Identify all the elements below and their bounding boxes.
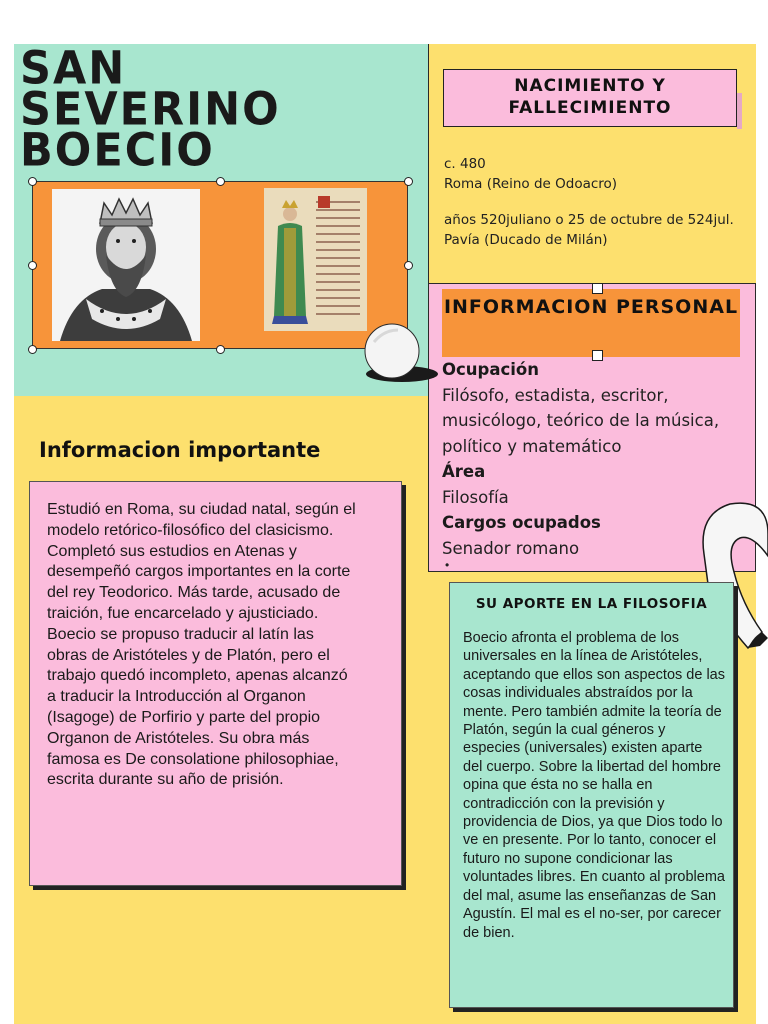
death-place: Pavía (Ducado de Milán)	[444, 232, 608, 248]
bullet-point: •	[445, 558, 450, 572]
aporte-text: Boecio afronta el problema de los universales en la línea de Aristóteles, aceptando que ellos son aspectos de las cosas individuales abstraídos por la mente. Pero también admite la teoría de Platón, según la cual géneros y especies (universales) existen aparte del cuerpo. Sobre la libertad del hombre opina que ésta no se halla en contradicción con la previsión y providencia de Dios, ya que Dios todo lo ve en presente. Por lo tanto, conocer el futuro no supone condicionar las voluntades libres. En cuanto al problema del mal, asume las enseñanzas de San Agustín. El mal es el no-ser, por carecer de bien.	[463, 630, 725, 941]
area-label: Área	[442, 462, 486, 481]
birth-year: c. 480	[444, 156, 486, 172]
resize-handle-bottom-left[interactable]	[28, 345, 37, 354]
resize-handle-top-left[interactable]	[28, 177, 37, 186]
ocupacion-label: Ocupación	[442, 360, 540, 379]
header-shadow	[737, 93, 742, 129]
area-value: Filosofía	[442, 487, 509, 507]
header-informacion-personal[interactable]: INFORMACION PERSONAL	[442, 289, 740, 357]
resize-handle-middle-left[interactable]	[28, 261, 37, 270]
page-title	[20, 42, 420, 178]
ocupacion-line-2: musicólogo, teórico de la música,	[442, 411, 720, 430]
header-nacimiento: NACIMIENTO Y FALLECIMIENTO	[443, 69, 737, 127]
title-line-2: SEVERINO	[20, 83, 281, 137]
medieval-manuscript-figure	[264, 188, 367, 331]
death-date: años 520juliano o 25 de octubre de 524jul.	[444, 212, 734, 228]
ocupacion-line-1: Filósofo, estadista, escritor,	[442, 385, 669, 405]
resize-handle-middle-right[interactable]	[404, 261, 413, 270]
resize-handle-bottom-center[interactable]	[216, 345, 225, 354]
header-informacion-importante: Informacion importante	[39, 438, 321, 462]
important-info-text: Estudió en Roma, su ciudad natal, según el modelo retórico-filosófico del clasicismo. Completó sus estudios en Atenas y desempeñó cargos importantes en la corte del rey Teodorico. Más tarde, acusado de traición, fue encarcelado y ajusticiado. Boecio se propuso traducir al latín las obras de Aristóteles y de Platón, pero el trabajo quedó incompleto, apenas alcanzó a traducir la Introducción al Organon (Isagoge) de Porfirio y parte del propio Organon de Aristóteles. Su obra más famosa es De consolatione philosophiae, escrita durante su año de prisión.	[47, 501, 356, 789]
cargos-label: Cargos ocupados	[442, 513, 601, 532]
title-line-1: SAN	[20, 42, 127, 96]
birth-place: Roma (Reino de Odoacro)	[444, 176, 618, 192]
white-sphere-decoration	[360, 322, 440, 389]
header-aporte: SU APORTE EN LA FILOSOFIA	[475, 596, 708, 612]
resize-handle-top-right[interactable]	[404, 177, 413, 186]
divider-vertical	[428, 44, 429, 571]
resize-handle-header-top[interactable]	[592, 283, 603, 294]
resize-handle-top-center[interactable]	[216, 177, 225, 186]
crowned-king-portrait	[52, 189, 200, 341]
title-line-3: BOECIO	[20, 124, 215, 178]
cargos-value: Senador romano	[442, 538, 580, 558]
ocupacion-line-3: político y matemático	[442, 436, 622, 456]
nacimiento-details	[444, 154, 764, 250]
